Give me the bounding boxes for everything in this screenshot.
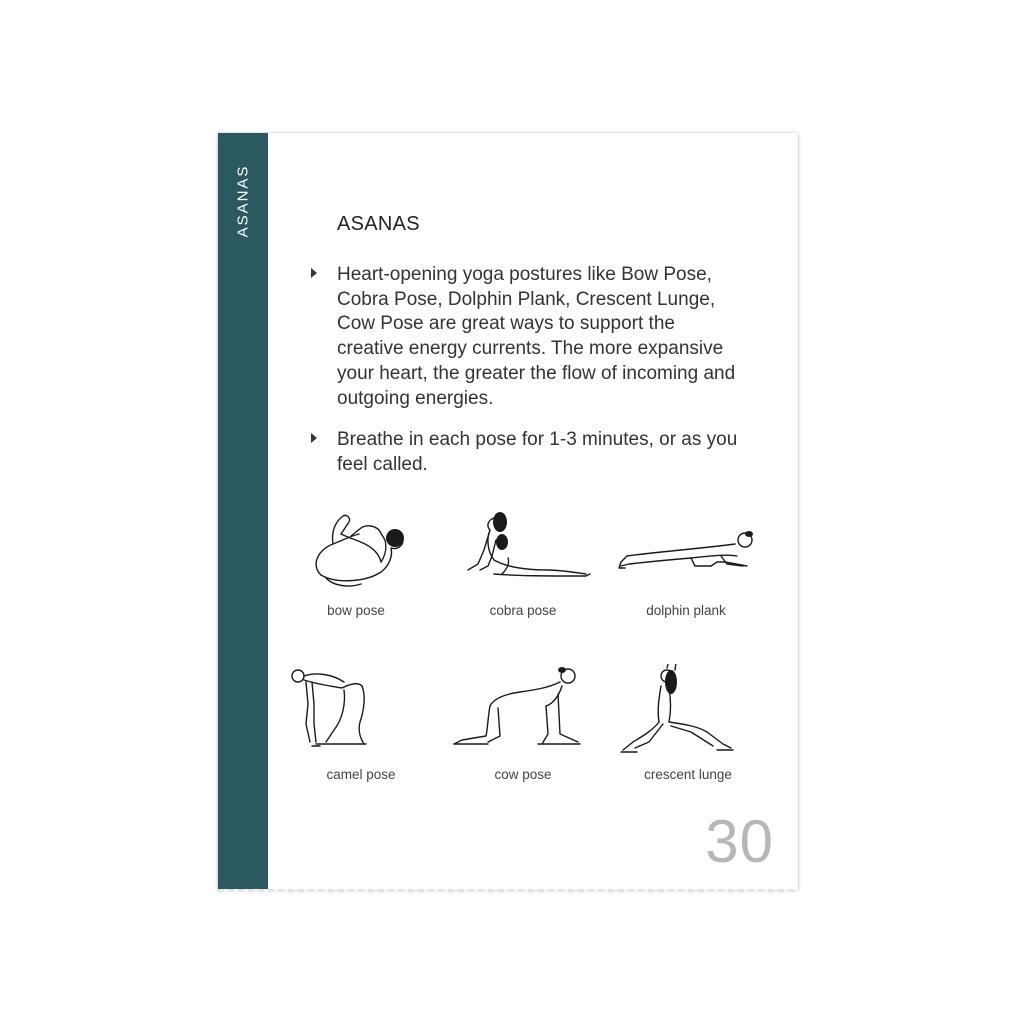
pose-crescent-lunge: [613, 664, 763, 794]
page-number: 30: [705, 808, 774, 875]
cobra-pose-illustration: [448, 500, 598, 600]
pose-camel: [286, 664, 436, 794]
pose-caption: crescent lunge: [644, 767, 732, 782]
pose-caption: camel pose: [326, 767, 396, 782]
camel-pose-illustration: [286, 664, 436, 764]
bullet-item: [311, 428, 741, 477]
page-title: ASANAS: [337, 213, 420, 235]
dolphin-plank-illustration: [611, 500, 761, 600]
pose-caption: bow pose: [327, 603, 385, 618]
bullet-text: Breathe in each pose for 1-3 minutes, or as you feel called.: [337, 429, 738, 475]
pose-cow: [448, 664, 598, 794]
pose-cobra: [448, 500, 598, 630]
pose-dolphin-plank: [611, 500, 761, 630]
bullet-arrow-icon: [311, 433, 317, 443]
bow-pose-illustration: [281, 500, 431, 600]
pose-caption: dolphin plank: [646, 603, 726, 618]
bullet-arrow-icon: [311, 268, 317, 278]
bullet-text: Heart-opening yoga postures like Bow Pose, Cobra Pose, Dolphin Plank, Crescent Lunge, Cow Pose are great ways to support the creative energy currents. The more expansive your heart, the greater the flow of incoming and outgoing energies.: [337, 264, 736, 409]
crescent-lunge-illustration: [613, 664, 763, 764]
chapter-tab-label: ASANAS: [234, 164, 252, 238]
chapter-tab: [218, 133, 268, 889]
book-page: [218, 133, 798, 889]
bullet-item: [311, 263, 741, 411]
pose-bow: [281, 500, 431, 630]
cow-pose-illustration: [448, 664, 598, 764]
pose-caption: cobra pose: [489, 603, 557, 618]
pose-caption: cow pose: [494, 767, 552, 782]
